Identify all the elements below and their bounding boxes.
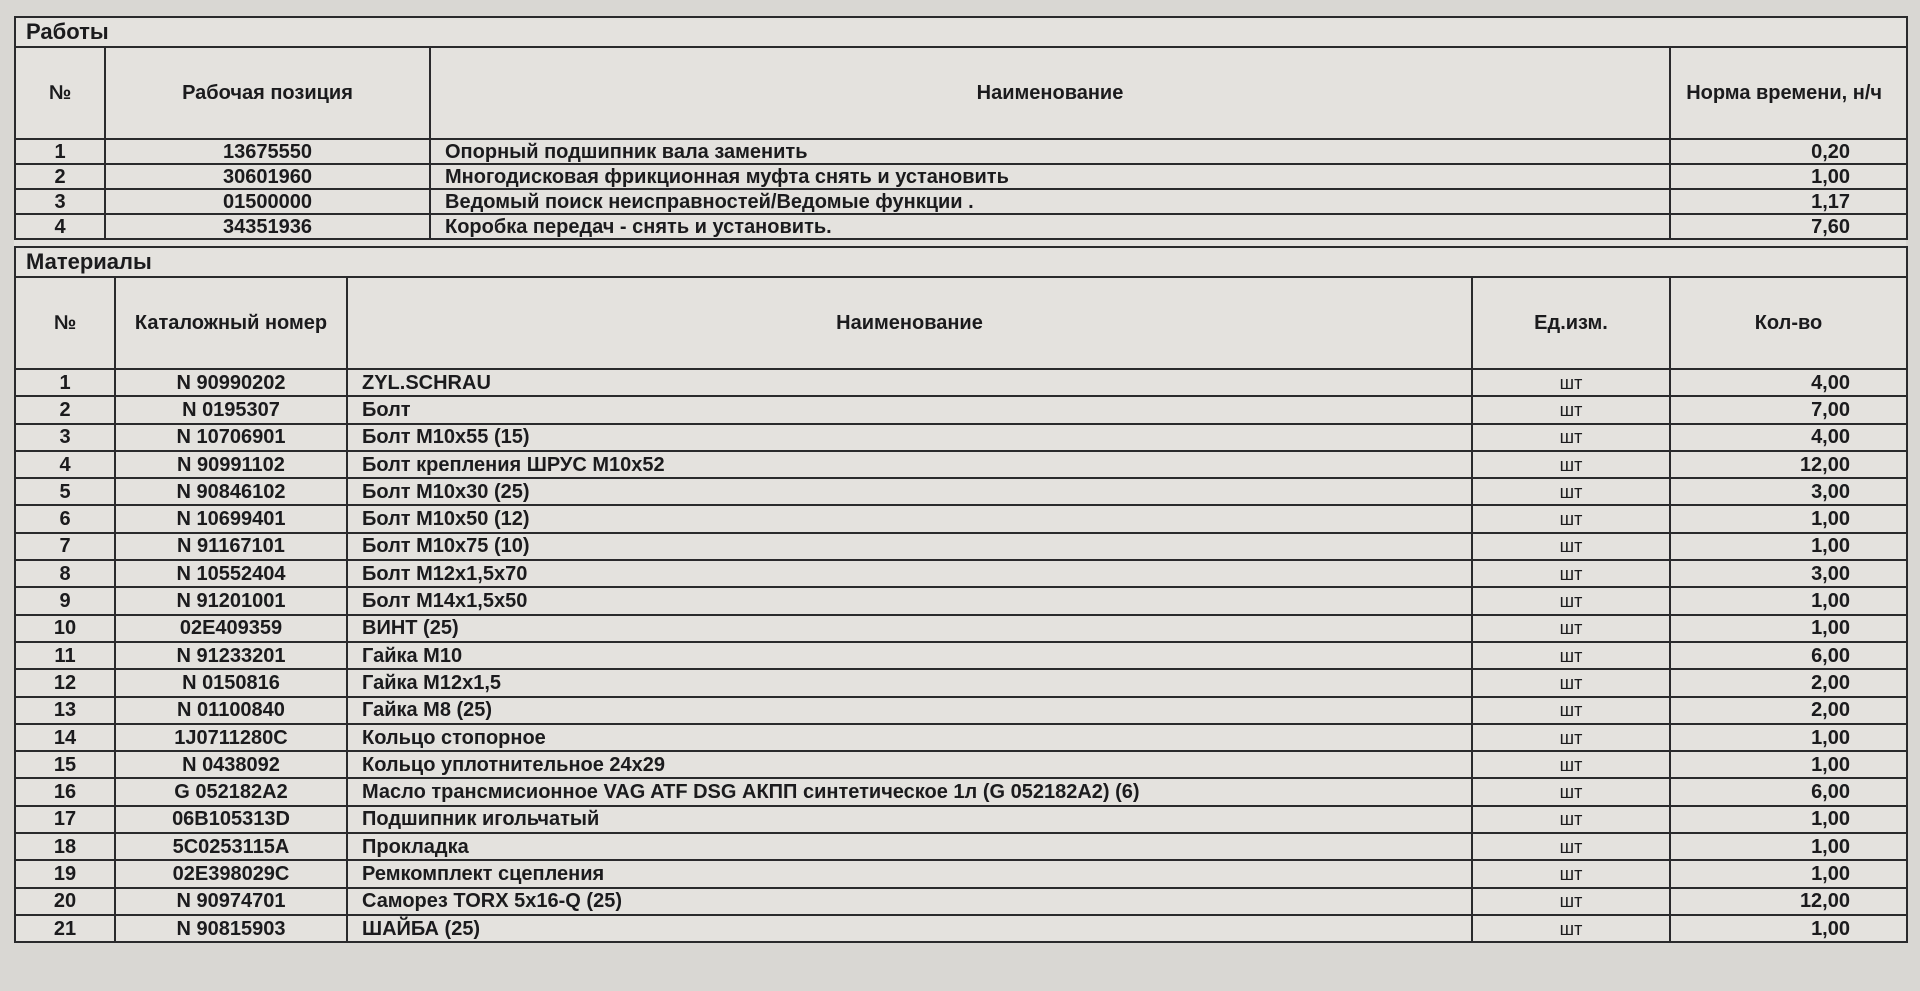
materials-cell-catalog: N 10706901 xyxy=(115,424,347,451)
works-cell-num: 2 xyxy=(15,164,105,189)
materials-row xyxy=(15,396,1907,423)
materials-cell-name: Кольцо уплотнительное 24х29 xyxy=(347,751,1472,778)
materials-row xyxy=(15,724,1907,751)
materials-cell-num: 7 xyxy=(15,533,115,560)
materials-cell-name: Болт М10х75 (10) xyxy=(347,533,1472,560)
materials-row xyxy=(15,587,1907,614)
materials-table xyxy=(14,246,1908,943)
materials-cell-unit: шт xyxy=(1472,751,1670,778)
works-cell-name: Многодисковая фрикционная муфта снять и установить xyxy=(430,164,1670,189)
materials-row xyxy=(15,369,1907,396)
works-header-position: Рабочая позиция xyxy=(105,47,430,139)
materials-cell-qty: 1,00 xyxy=(1670,860,1907,887)
materials-row xyxy=(15,915,1907,942)
materials-cell-catalog: G 052182A2 xyxy=(115,778,347,805)
materials-cell-num: 8 xyxy=(15,560,115,587)
materials-header-qty: Кол-во xyxy=(1670,277,1907,369)
materials-cell-catalog: N 90815903 xyxy=(115,915,347,942)
materials-cell-unit: шт xyxy=(1472,888,1670,915)
works-cell-name: Опорный подшипник вала заменить xyxy=(430,139,1670,164)
materials-cell-name: Прокладка xyxy=(347,833,1472,860)
materials-cell-name: Масло трансмисионное VAG ATF DSG АКПП синтетическое 1л (G 052182A2) (6) xyxy=(347,778,1472,805)
materials-cell-num: 3 xyxy=(15,424,115,451)
materials-row xyxy=(15,778,1907,805)
materials-row xyxy=(15,860,1907,887)
works-cell-norm: 1,00 xyxy=(1670,164,1907,189)
works-cell-norm: 7,60 xyxy=(1670,214,1907,239)
materials-cell-name: ZYL.SCHRAU xyxy=(347,369,1472,396)
works-cell-num: 4 xyxy=(15,214,105,239)
materials-cell-unit: шт xyxy=(1472,724,1670,751)
materials-cell-catalog: N 10552404 xyxy=(115,560,347,587)
materials-cell-catalog: N 90990202 xyxy=(115,369,347,396)
materials-cell-catalog: 02E398029C xyxy=(115,860,347,887)
materials-cell-num: 16 xyxy=(15,778,115,805)
works-body xyxy=(15,139,1907,239)
materials-row xyxy=(15,697,1907,724)
materials-cell-name: Гайка М12х1,5 xyxy=(347,669,1472,696)
materials-cell-num: 1 xyxy=(15,369,115,396)
materials-cell-name: Болт М12х1,5х70 xyxy=(347,560,1472,587)
materials-cell-unit: шт xyxy=(1472,560,1670,587)
materials-cell-name: Болт М10х30 (25) xyxy=(347,478,1472,505)
materials-cell-unit: шт xyxy=(1472,697,1670,724)
materials-cell-name: ШАЙБА (25) xyxy=(347,915,1472,942)
materials-cell-qty: 1,00 xyxy=(1670,751,1907,778)
works-header-num: № xyxy=(15,47,105,139)
materials-cell-name: Подшипник игольчатый xyxy=(347,806,1472,833)
works-row xyxy=(15,189,1907,214)
materials-cell-qty: 1,00 xyxy=(1670,915,1907,942)
materials-cell-num: 17 xyxy=(15,806,115,833)
materials-cell-qty: 1,00 xyxy=(1670,833,1907,860)
materials-section-title: Материалы xyxy=(15,247,1907,277)
works-cell-norm: 1,17 xyxy=(1670,189,1907,214)
works-cell-position: 30601960 xyxy=(105,164,430,189)
materials-row xyxy=(15,751,1907,778)
materials-cell-qty: 1,00 xyxy=(1670,587,1907,614)
materials-cell-unit: шт xyxy=(1472,615,1670,642)
materials-row xyxy=(15,505,1907,532)
materials-cell-qty: 4,00 xyxy=(1670,424,1907,451)
materials-cell-catalog: N 10699401 xyxy=(115,505,347,532)
materials-cell-catalog: N 90991102 xyxy=(115,451,347,478)
works-header-name: Наименование xyxy=(430,47,1670,139)
materials-cell-qty: 1,00 xyxy=(1670,533,1907,560)
materials-cell-qty: 2,00 xyxy=(1670,697,1907,724)
materials-cell-num: 9 xyxy=(15,587,115,614)
materials-cell-qty: 12,00 xyxy=(1670,451,1907,478)
materials-cell-catalog: N 90846102 xyxy=(115,478,347,505)
materials-cell-num: 18 xyxy=(15,833,115,860)
works-header-norm: Норма времени, н/ч xyxy=(1670,47,1907,139)
materials-cell-unit: шт xyxy=(1472,505,1670,532)
materials-cell-qty: 4,00 xyxy=(1670,369,1907,396)
materials-cell-qty: 6,00 xyxy=(1670,778,1907,805)
materials-cell-name: Гайка М8 (25) xyxy=(347,697,1472,724)
materials-row xyxy=(15,451,1907,478)
materials-cell-num: 15 xyxy=(15,751,115,778)
materials-row xyxy=(15,833,1907,860)
materials-cell-catalog: 1J0711280C xyxy=(115,724,347,751)
materials-cell-num: 14 xyxy=(15,724,115,751)
materials-header-catalog: Каталожный номер xyxy=(115,277,347,369)
works-table xyxy=(14,16,1908,240)
materials-cell-name: Болт М10х50 (12) xyxy=(347,505,1472,532)
materials-header-num: № xyxy=(15,277,115,369)
materials-cell-qty: 2,00 xyxy=(1670,669,1907,696)
materials-cell-unit: шт xyxy=(1472,396,1670,423)
materials-cell-num: 5 xyxy=(15,478,115,505)
materials-cell-unit: шт xyxy=(1472,533,1670,560)
materials-cell-unit: шт xyxy=(1472,778,1670,805)
works-cell-position: 13675550 xyxy=(105,139,430,164)
works-cell-norm: 0,20 xyxy=(1670,139,1907,164)
materials-cell-qty: 1,00 xyxy=(1670,724,1907,751)
materials-cell-catalog: N 0195307 xyxy=(115,396,347,423)
materials-cell-unit: шт xyxy=(1472,451,1670,478)
materials-cell-catalog: N 90974701 xyxy=(115,888,347,915)
materials-cell-catalog: N 91167101 xyxy=(115,533,347,560)
materials-cell-unit: шт xyxy=(1472,833,1670,860)
materials-cell-name: ВИНТ (25) xyxy=(347,615,1472,642)
materials-cell-name: Саморез TORX 5x16-Q (25) xyxy=(347,888,1472,915)
materials-cell-catalog: N 01100840 xyxy=(115,697,347,724)
materials-cell-qty: 7,00 xyxy=(1670,396,1907,423)
materials-cell-unit: шт xyxy=(1472,669,1670,696)
materials-cell-num: 12 xyxy=(15,669,115,696)
materials-cell-catalog: 02E409359 xyxy=(115,615,347,642)
materials-cell-num: 19 xyxy=(15,860,115,887)
materials-cell-name: Ремкомплект сцепления xyxy=(347,860,1472,887)
materials-row xyxy=(15,615,1907,642)
materials-cell-qty: 6,00 xyxy=(1670,642,1907,669)
materials-header-unit: Ед.изм. xyxy=(1472,277,1670,369)
materials-cell-catalog: N 91201001 xyxy=(115,587,347,614)
works-cell-position: 01500000 xyxy=(105,189,430,214)
materials-cell-qty: 3,00 xyxy=(1670,478,1907,505)
works-section-title: Работы xyxy=(15,17,1907,47)
materials-header-name: Наименование xyxy=(347,277,1472,369)
materials-cell-num: 21 xyxy=(15,915,115,942)
materials-cell-num: 2 xyxy=(15,396,115,423)
materials-cell-qty: 12,00 xyxy=(1670,888,1907,915)
materials-cell-catalog: 06B105313D xyxy=(115,806,347,833)
work-order-sheet xyxy=(14,16,1906,943)
materials-cell-qty: 1,00 xyxy=(1670,505,1907,532)
works-row xyxy=(15,139,1907,164)
materials-row xyxy=(15,642,1907,669)
materials-cell-unit: шт xyxy=(1472,424,1670,451)
materials-cell-qty: 3,00 xyxy=(1670,560,1907,587)
materials-cell-num: 20 xyxy=(15,888,115,915)
works-row xyxy=(15,164,1907,189)
materials-row xyxy=(15,478,1907,505)
materials-cell-catalog: 5C0253115A xyxy=(115,833,347,860)
materials-cell-name: Болт крепления ШРУС М10х52 xyxy=(347,451,1472,478)
materials-cell-num: 4 xyxy=(15,451,115,478)
materials-cell-name: Болт М10х55 (15) xyxy=(347,424,1472,451)
materials-row xyxy=(15,888,1907,915)
materials-cell-catalog: N 91233201 xyxy=(115,642,347,669)
materials-cell-unit: шт xyxy=(1472,860,1670,887)
materials-cell-num: 11 xyxy=(15,642,115,669)
materials-row xyxy=(15,533,1907,560)
materials-row xyxy=(15,424,1907,451)
materials-cell-num: 6 xyxy=(15,505,115,532)
materials-cell-name: Гайка М10 xyxy=(347,642,1472,669)
materials-cell-name: Болт xyxy=(347,396,1472,423)
materials-cell-catalog: N 0438092 xyxy=(115,751,347,778)
works-cell-name: Ведомый поиск неисправностей/Ведомые функции . xyxy=(430,189,1670,214)
materials-cell-unit: шт xyxy=(1472,369,1670,396)
materials-cell-unit: шт xyxy=(1472,915,1670,942)
materials-cell-unit: шт xyxy=(1472,478,1670,505)
materials-cell-num: 13 xyxy=(15,697,115,724)
materials-cell-num: 10 xyxy=(15,615,115,642)
works-row xyxy=(15,214,1907,239)
materials-body xyxy=(15,369,1907,942)
materials-cell-qty: 1,00 xyxy=(1670,806,1907,833)
works-cell-name: Коробка передач - снять и установить. xyxy=(430,214,1670,239)
materials-cell-name: Болт М14х1,5х50 xyxy=(347,587,1472,614)
works-cell-num: 3 xyxy=(15,189,105,214)
materials-cell-unit: шт xyxy=(1472,806,1670,833)
works-cell-position: 34351936 xyxy=(105,214,430,239)
materials-cell-name: Кольцо стопорное xyxy=(347,724,1472,751)
works-cell-num: 1 xyxy=(15,139,105,164)
materials-cell-qty: 1,00 xyxy=(1670,615,1907,642)
materials-cell-unit: шт xyxy=(1472,642,1670,669)
materials-row xyxy=(15,560,1907,587)
materials-cell-catalog: N 0150816 xyxy=(115,669,347,696)
materials-row xyxy=(15,806,1907,833)
materials-row xyxy=(15,669,1907,696)
materials-cell-unit: шт xyxy=(1472,587,1670,614)
